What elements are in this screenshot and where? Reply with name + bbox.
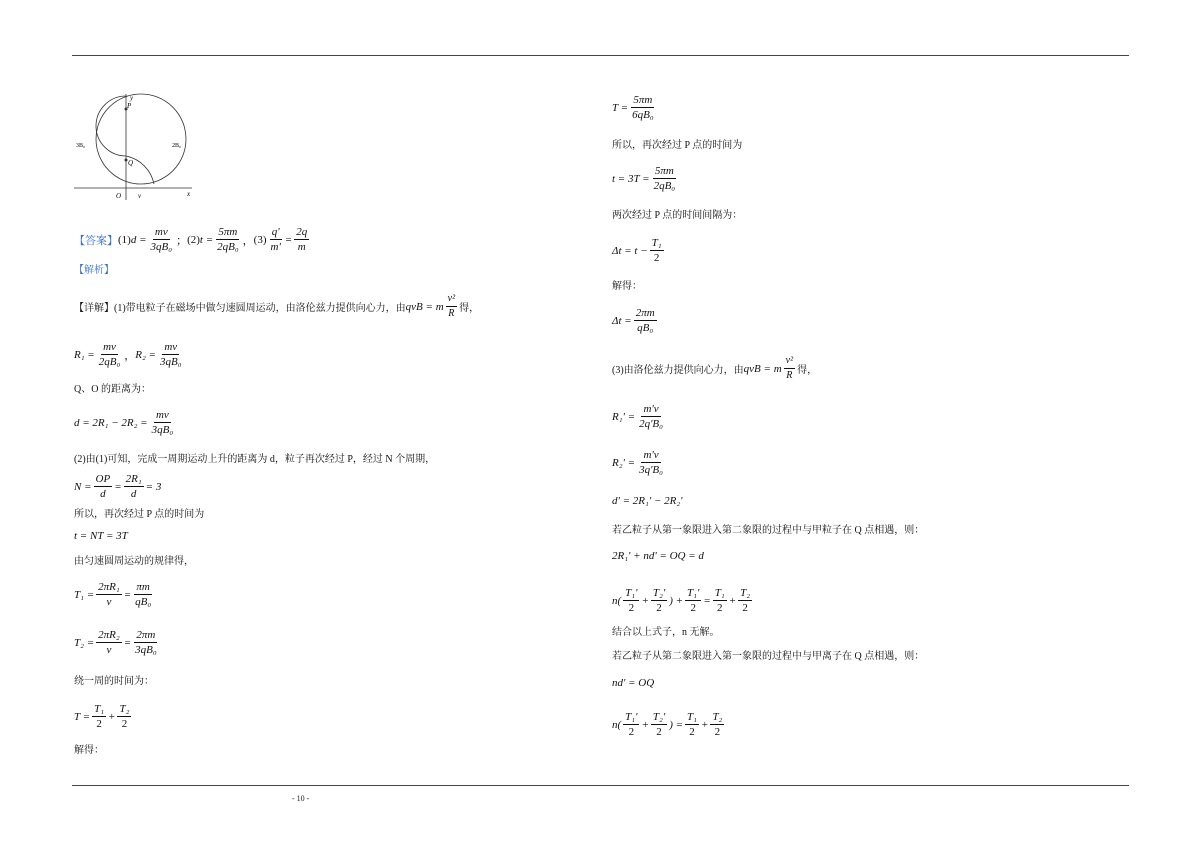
r1-den: 2qB₀ (98, 356, 121, 368)
c1b-h: 2 (717, 602, 723, 614)
figure-label-2b0: 2B₀ (172, 143, 182, 149)
part3-line (612, 354, 817, 383)
ans3-prefix: (3) (253, 233, 267, 246)
c2b-n: n( (612, 718, 622, 731)
ans1-lhs: d = (130, 233, 147, 246)
t1-num2: πm (136, 581, 150, 593)
ans3-den2: m (297, 241, 306, 253)
rule-text: 由匀速圆周运动的规律得， (74, 556, 194, 567)
detail-tag: 【详解】 (74, 303, 114, 314)
d-den: 3qB₀ (151, 424, 174, 436)
r2p-lhs: R₂' = (612, 456, 636, 469)
analysis-tag: 【解析】 (74, 265, 114, 276)
n-lhs: N = (74, 480, 92, 493)
r1p-line (612, 402, 667, 431)
case1-eq: 2R₁' + nd' = OQ = d (612, 550, 704, 562)
r2p-den: 3q'B₀ (639, 464, 663, 476)
T-result-den: 6qB₀ (632, 109, 654, 121)
r1p-num: m'v (643, 403, 659, 415)
t1-lhs: T₁ = (74, 588, 95, 601)
part2-text: (2)由(1)可知，完成一周期运动上升的距离为 d，粒子再次经过 P，经过 N 个周期， (74, 454, 436, 465)
t1-den2: qB₀ (135, 596, 152, 608)
r1-num: mv (103, 341, 116, 353)
c1b-i: T₂ (740, 587, 751, 599)
c1b-c: T₂' (652, 587, 666, 599)
t2-lhs: T₂ = (74, 636, 95, 649)
dt-den: 2 (653, 252, 660, 264)
T-result-line (612, 93, 658, 122)
t2-eq: = (123, 636, 132, 649)
r2-num: mv (164, 341, 178, 353)
c2b-h: 2 (714, 726, 721, 738)
t2-den: v (106, 644, 112, 656)
r2-lhs: R₂ = (135, 348, 156, 361)
ans1-prefix: (1) (118, 233, 131, 246)
c1b-close: ) + (669, 594, 684, 607)
c1b-b: 2 (628, 602, 635, 614)
dt2-line (612, 306, 659, 335)
figure-label-3b0: 3B₀ (76, 143, 86, 149)
t-3T-line (612, 164, 679, 193)
r1-lhs: R₁ = (74, 348, 95, 361)
detail-text: (1)带电粒子在磁场中做匀速圆周运动，由洛伦兹力提供向心力，由 (114, 303, 406, 314)
c1b-j: 2 (742, 602, 748, 614)
figure-label-o: O (116, 192, 122, 200)
T-result-lhs: T = (612, 101, 629, 114)
footer-rule (72, 785, 1129, 786)
r2p-line (612, 448, 667, 477)
c2b-close: ) = (669, 718, 684, 731)
qo-text: Q、O 的距离为： (74, 384, 151, 395)
case1-text: 若乙粒子从第一象限进入第二象限的过程中与甲粒子在 Q 点相遇，则： (612, 525, 925, 536)
T-sum-plus: + (108, 710, 116, 723)
case2-text: 若乙粒子从第二象限进入第一象限的过程中与甲离子在 Q 点相遇，则： (612, 651, 925, 662)
n-eq: = (114, 480, 122, 493)
r2-den: 3qB₀ (159, 356, 182, 368)
c1b-eq: = (703, 594, 711, 607)
t-3T-num: 5πm (654, 165, 674, 177)
ans3-num: q' (271, 226, 280, 238)
c1b-f: 2 (690, 602, 696, 614)
figure-label-v: v (138, 192, 142, 200)
n-res: = 3 (145, 480, 162, 493)
detail-line (74, 292, 479, 321)
figure-label-y: y (130, 94, 134, 102)
d-lhs: d = 2R₁ − 2R₂ = (74, 416, 148, 429)
r2p-num: m'v (643, 449, 659, 461)
c1b-g: T₁ (714, 587, 725, 599)
c2b-f: 2 (689, 726, 695, 738)
combine-text: 结合以上式子，n 无解。 (612, 627, 720, 638)
T-sum-d: 2 (121, 718, 128, 730)
solve-text-right: 解得： (612, 281, 642, 292)
T-sum-a: T₁ (94, 703, 105, 715)
dt2-lhs: Δt = (612, 314, 632, 327)
c2b-a: T₁' (625, 711, 638, 723)
c2b-b: 2 (628, 726, 635, 738)
dt-lhs: Δt = t − (612, 244, 648, 257)
magnetic-field-figure (74, 92, 194, 202)
header-rule (72, 55, 1129, 56)
ans-sep2: ， (242, 234, 254, 247)
r1p-lhs: R₁' = (612, 410, 636, 423)
ans2-num: 5πm (218, 226, 238, 238)
part3-end: 得， (797, 365, 818, 376)
r1p-den: 2q'B₀ (639, 418, 663, 430)
round-text: 绕一周的时间为： (74, 676, 154, 687)
c1b-e: T₁' (687, 587, 700, 599)
so-text-right: 所以，再次经过 P 点的时间为 (612, 140, 743, 151)
c2b-plus: + (641, 718, 649, 731)
dt-num: T₁ (651, 237, 662, 249)
c1b-plus2: + (728, 594, 737, 607)
case2-eq: nd' = OQ (612, 677, 655, 689)
figure-label-p: P (127, 102, 132, 110)
c2b-plus2: + (701, 718, 709, 731)
t-nt-line: t = NT = 3T (74, 530, 128, 542)
n-den: d (100, 488, 106, 500)
ans1-num: mv (154, 226, 168, 238)
detail-eq-num: v² (446, 292, 457, 307)
t-3T-lhs: t = 3T = (612, 172, 650, 185)
figure-label-q: Q (128, 159, 134, 167)
n-num2: 2R₁ (125, 473, 142, 485)
page-number: - 10 - (292, 794, 310, 803)
t1-den: v (106, 596, 112, 608)
so-text-left: 所以，再次经过 P 点的时间为 (74, 509, 205, 520)
ans3-num2: 2q (296, 226, 308, 238)
ans2-prefix: (2) (187, 233, 200, 246)
t2-num: 2πR₂ (98, 629, 120, 641)
dprime-line: d' = 2R₁' − 2R₂' (612, 495, 683, 507)
dt2-den: qB₀ (637, 322, 654, 334)
part3-eq-lhs: qvB = m (743, 362, 782, 375)
n-num: OP (95, 473, 111, 485)
c2b-c: T₂' (652, 711, 666, 723)
t-3T-den: 2qB₀ (653, 180, 676, 192)
detail-eq-lhs: qvB = m (405, 300, 444, 313)
c1b-n: n( (612, 594, 622, 607)
ans3-den: m' (270, 241, 281, 253)
ans2-lhs: t = (199, 233, 214, 246)
T-sum-b: 2 (96, 718, 102, 730)
n-den2: d (130, 488, 137, 500)
answer-tag: 【答案】 (74, 234, 118, 247)
c2b-g: T₂ (712, 711, 723, 723)
t2-line (74, 628, 161, 657)
c1b-d: 2 (656, 602, 662, 614)
ans-sep1: ； (176, 234, 188, 247)
T-sum-c: T₂ (119, 703, 130, 715)
t1-line (74, 580, 155, 609)
c1b-plus: + (641, 594, 649, 607)
ans1-den: 3qB₀ (150, 241, 173, 253)
case1-time-line (612, 586, 754, 615)
t1-eq: = (123, 588, 132, 601)
d-num: mv (155, 409, 169, 421)
t2-num2: 2πm (136, 629, 156, 641)
d-line (74, 408, 177, 437)
t1-num: 2πR₁ (98, 581, 120, 593)
detail-end: 得， (459, 303, 480, 314)
T-sum-line (74, 702, 133, 731)
r1-r2-line (74, 340, 186, 369)
ans3-eq: = (284, 233, 293, 246)
c2b-d: 2 (656, 726, 662, 738)
dt-line (612, 236, 666, 265)
n-line (74, 472, 161, 501)
case2-time-line (612, 710, 726, 739)
figure-label-x: x (187, 190, 191, 198)
detail-eq-den: R (448, 308, 455, 319)
T-result-num: 5πm (633, 94, 653, 106)
answer-line (74, 225, 311, 254)
part3-text: (3)由洛伦兹力提供向心力，由 (612, 365, 744, 376)
c1b-a: T₁' (625, 587, 638, 599)
ans2-den: 2qB₀ (217, 241, 239, 253)
T-sum-lhs: T = (74, 710, 91, 723)
part3-den: R (786, 370, 793, 381)
dt2-num: 2πm (635, 307, 655, 319)
t2-den2: 3qB₀ (135, 644, 157, 656)
r-sep: ， (124, 349, 136, 362)
c2b-e: T₁ (687, 711, 697, 723)
solve-text-left: 解得： (74, 745, 104, 756)
interval-text: 两次经过 P 点的时间间隔为： (612, 210, 743, 221)
part3-num: v² (784, 354, 795, 369)
